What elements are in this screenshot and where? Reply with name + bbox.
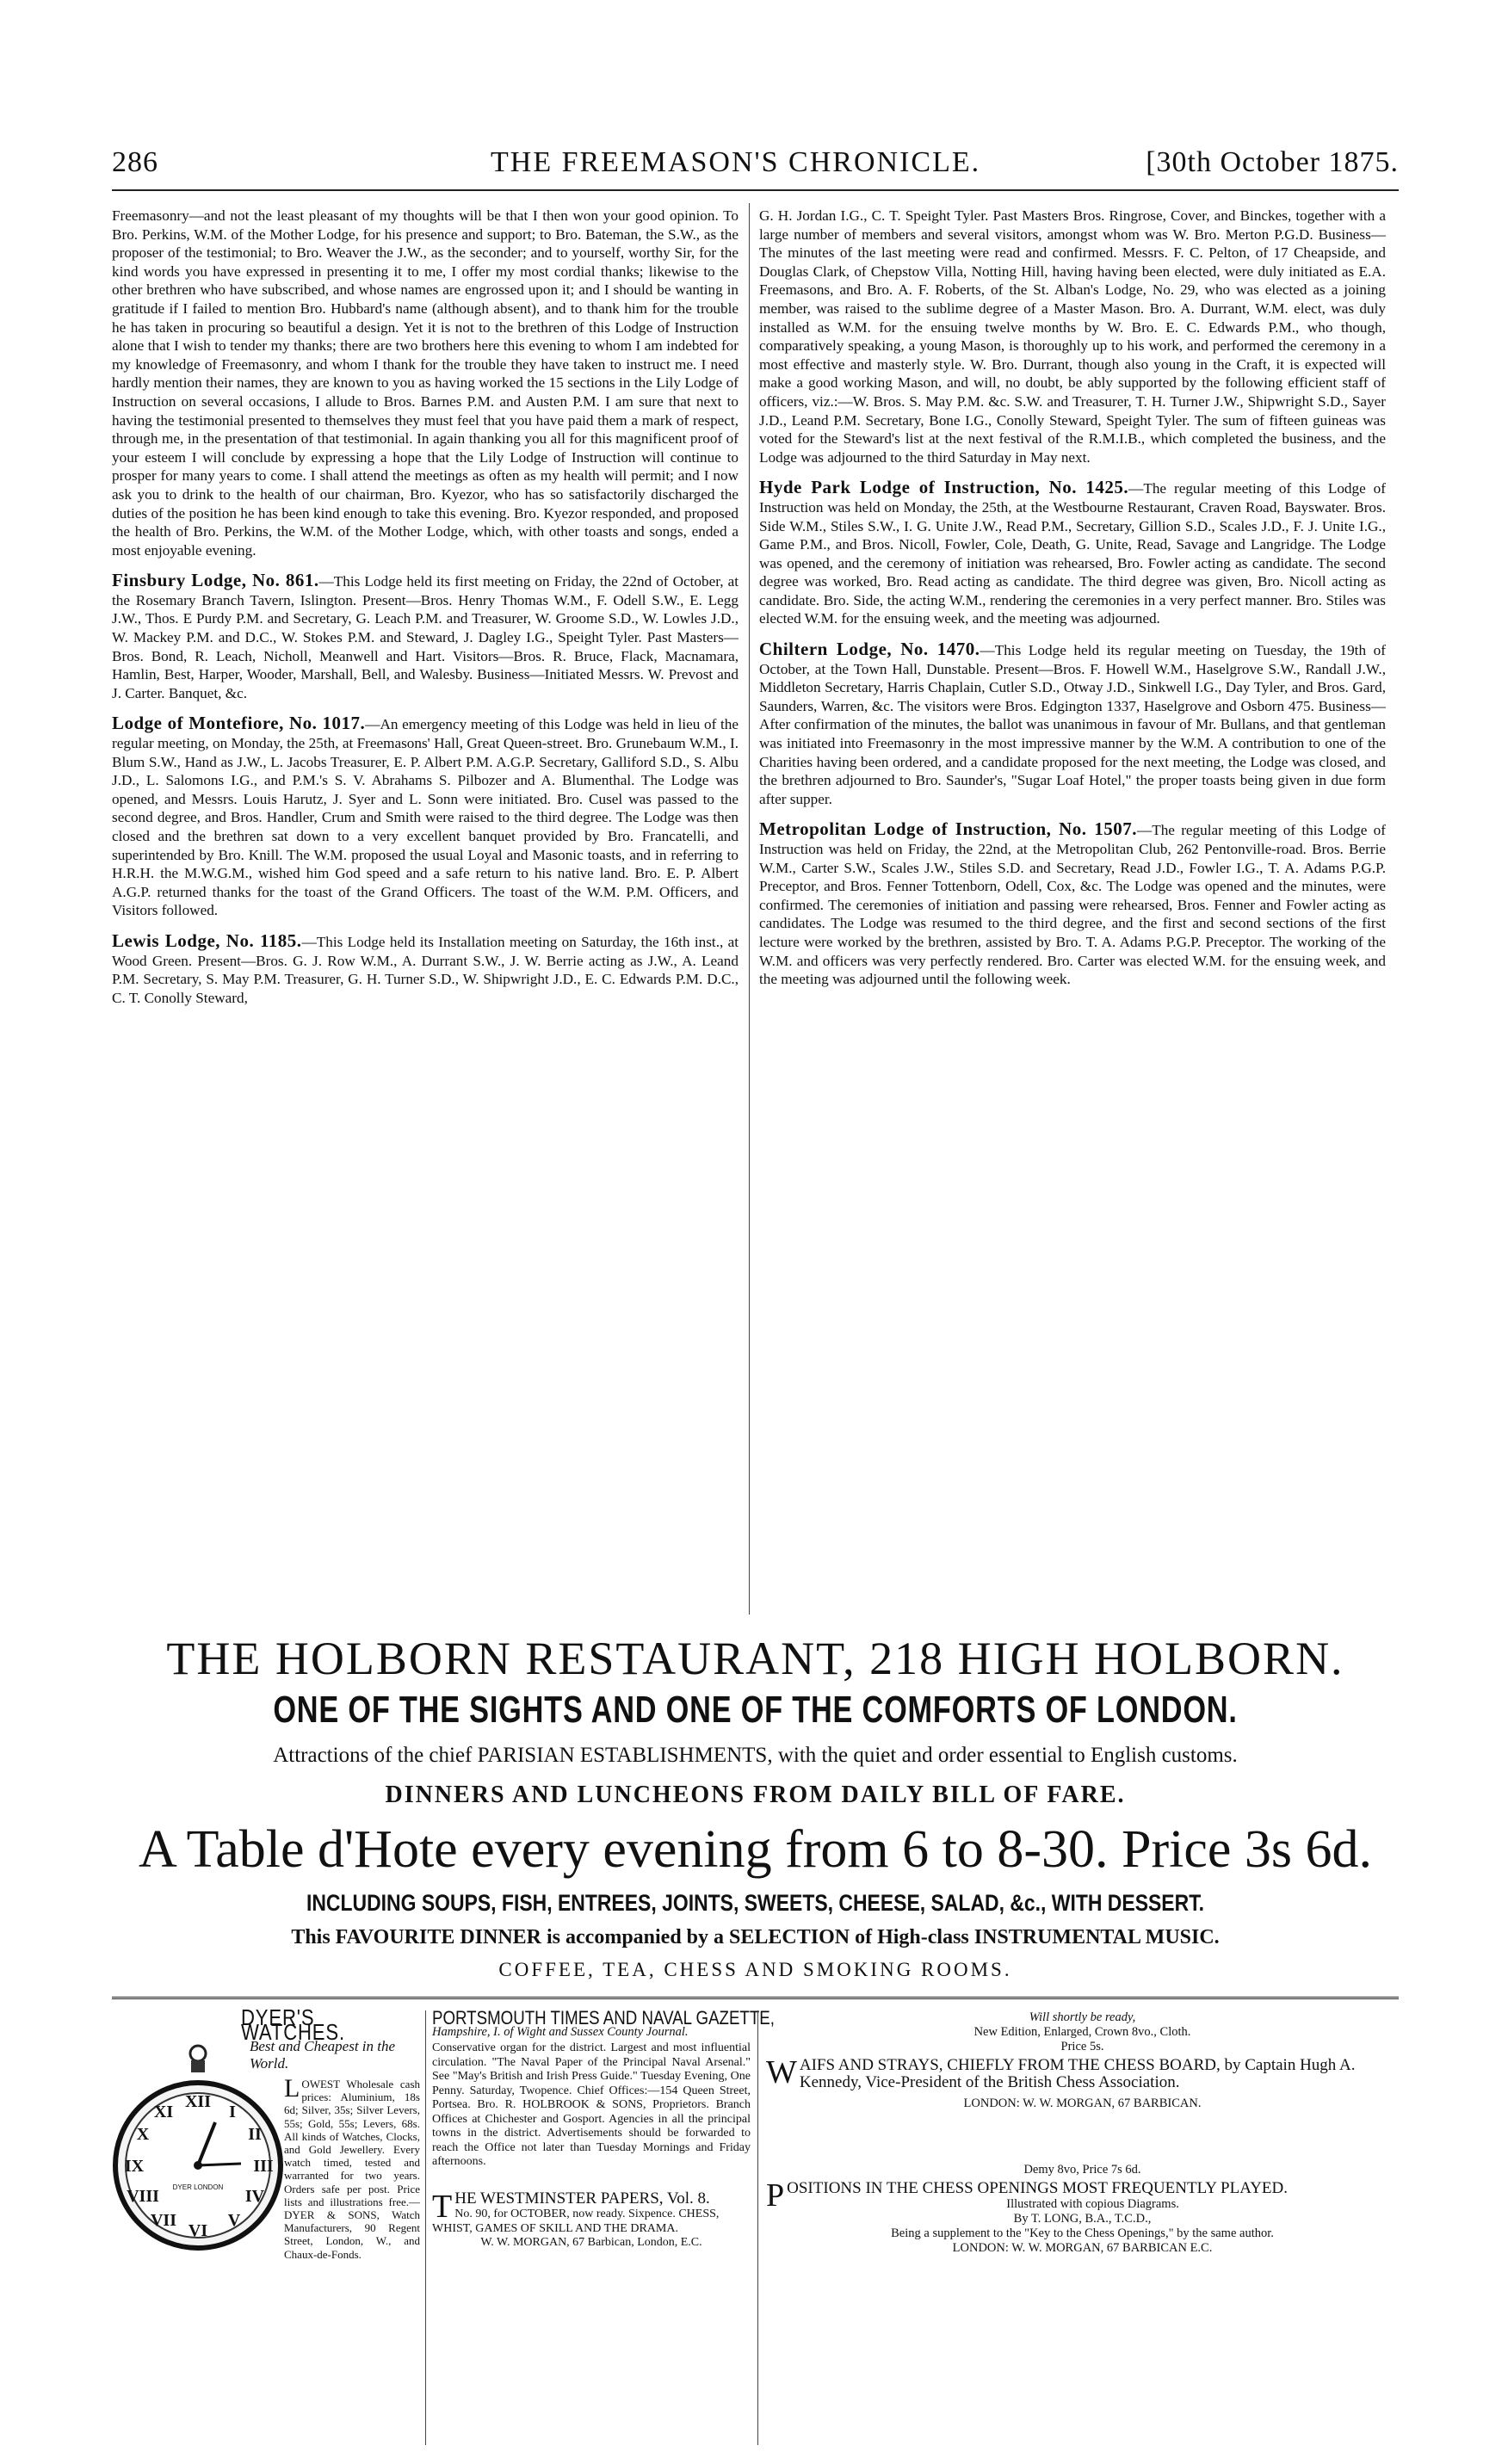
svg-text:II: II <box>248 2125 262 2144</box>
holborn-ad-title: THE HOLBORN RESTAURANT, 218 HIGH HOLBORN. <box>166 1633 1344 1684</box>
report-heading: Finsbury Lodge, No. 861. <box>112 570 319 591</box>
positions-supplement: Being a supplement to the "Key to the Chess Openings," by the same author. <box>891 2226 1274 2240</box>
svg-text:X: X <box>136 2125 150 2144</box>
report-hyde-park-lodge <box>759 479 1386 628</box>
waifs-price: Price 5s. <box>1060 2040 1104 2053</box>
dyer-watches-ad <box>112 2004 420 2445</box>
holborn-ad-tagline: ONE OF THE SIGHTS AND ONE OF THE COMFORTS OF LONDON. <box>273 1689 1238 1731</box>
report-heading: Hyde Park Lodge of Instruction, No. 1425. <box>759 477 1129 498</box>
issue-date: [30th October 1875. <box>1146 146 1399 178</box>
newspaper-title: THE FREEMASON'S CHRONICLE. <box>491 146 981 178</box>
westminster-ad-title: HE WESTMINSTER PAPERS, Vol. 8. <box>454 2189 710 2208</box>
report-metropolitan-lodge <box>759 820 1386 988</box>
svg-text:XI: XI <box>153 2103 174 2121</box>
dyer-ad-body: LOWEST Wholesale cash prices: Aluminium, 18s 6d; Silver, 35s; Silver Levers, 55s; Gold, 55s; Levers, 68s. All kinds of Watches, Clocks, and Gold Jewellery. Every watch timed, tested and warranted for two years. Orders safe per post. Price lists and illustrations free.—DYER & SONS, Watch Manufacturers, 90 Regent Street, London, W., and Chaux-de-Fonds. <box>284 2074 420 2261</box>
dyer-ad-subtitle: Best and Cheapest in the World. <box>250 2038 396 2072</box>
svg-text:I: I <box>229 2103 236 2121</box>
drop-cap: P <box>766 2177 785 2214</box>
holborn-ad-including: INCLUDING SOUPS, FISH, ENTREES, JOINTS, SWEETS, CHEESE, SALAD, &c., WITH DESSERT. <box>306 1890 1205 1916</box>
report-text: —This Lodge held its first meeting on Friday, the 22nd of October, at the Rosemary Branch Tavern, Islington. Present—Bros. Henry Thomas W.M., F. Odell S.W., E. Legg J.W., Thos. E Purdy P.M. and Secretary, G. Leach P.M. and Treasurer, W. Groome S.D., W. Lowles J.D., W. Mackey P.M. and D.C., W. Stokes P.M. and Steward, J. Dagley I.G., Speight Tyler. Past Masters—Bros. Bond, R. Leach, Nicholl, Meanwell and Hart. Visitors—Bros. R. Bruce, Flack, Macnamara, Hamlin, Best, Harper, Wooder, Marshall, Bell, and Walesby. Business—Initiated Messrs. W. Prevost and J. Carter. Banquet, &c. <box>112 573 739 701</box>
chess-books-ads <box>766 2010 1399 2256</box>
svg-text:VI: VI <box>188 2221 208 2240</box>
positions-address: LONDON: W. W. MORGAN, 67 BARBICAN E.C. <box>952 2240 1213 2255</box>
westminster-papers-ad <box>432 2188 751 2251</box>
svg-text:XII: XII <box>184 2092 212 2111</box>
holborn-ad-attractions: Attractions of the chief PARISIAN ESTABLISHMENTS, with the quiet and order essential to English customs. <box>273 1744 1238 1767</box>
waifs-edition: New Edition, Enlarged, Crown 8vo., Cloth. <box>973 2025 1191 2039</box>
svg-text:III: III <box>253 2157 274 2176</box>
positions-illustrated: Illustrated with copious Diagrams. <box>1006 2196 1179 2211</box>
report-text: —The regular meeting of this Lodge of Instruction was held on Friday, the 22nd, at the Metropolitan Club, 262 Pentonville-road. Bros. Berrie W.M., Carter S.W., Scales J.W., Stiles S.D. and Secretary, Read J.D., Fowler I.G., T. A. Adams P.G.P. Preceptor, and Bros. Fenner Tottenborn, Odell, Cox, &c. The Lodge was opened and the minutes, were confirmed. The ceremonies of initiation and passing were rehearsed, Bros. Fenner and Fowler acting as candidates. The Lodge was resumed to the third degree, and the first and second sections of the first lecture were worked by the brethren, assisted by Bro. T. A. Adams P.G.P. Preceptor. The working of the W.M. and officers was very perfectly rendered. Bro. Carter was elected W.M. for the ensuing week, and the meeting was adjourned until the following week. <box>759 822 1386 988</box>
drop-cap: W <box>766 2054 797 2090</box>
waifs-title: AIFS AND STRAYS, CHIEFLY FROM THE CHESS BOARD, by Captain Hugh A. Kennedy, Vice-President of the British Chess Association. <box>799 2056 1356 2091</box>
newspaper-page <box>112 0 1399 2464</box>
ad-divider <box>757 2010 758 2445</box>
page-header <box>112 146 1399 188</box>
waifs-notice: Will shortly be ready, <box>1029 2010 1136 2024</box>
positions-ad <box>766 2163 1399 2256</box>
report-heading: Lodge of Montefiore, No. 1017. <box>112 713 366 734</box>
opening-paragraph: Freemasonry—and not the least pleasant of my thoughts will be that I then won your good opinion. To Bro. Perkins, W.M. of the Mother Lodge, for his presence and support; to Bro. Bateman, the S.W., as the proposer of the testimonial; to Bro. Weaver the J.W., as the seconder; and to yourself, worthy Sir, for the kind words you have expressed in presenting it to me, I offer my most cordial thanks; likewise to the other brethren who have subscribed, and whose names are engrossed upon it; and I should be wanting in gratitude if I failed to mention Bro. Hubbard's name (although absent), and to thank him for the trouble he has taken in procuring so beautiful a design. Yet it is not to the brethren of this Lodge of Instruction alone that I wish to tender my thanks; there are two brothers here this evening to whom I am indebted for my knowledge of Freemasonry, and whom I thank for the trouble they have taken to instruct me. I need hardly mention their names, they are known to you as having worked the 15 sections in the Lily Lodge of Instruction on several occasions, I allude to Bros. Barnes P.M. and Austen P.M. I am sure that next to having the testimonial presented to themselves they must feel that you have paid them a mark of respect, through me, in the presentation of that testimonial. In again thanking you all for this magnificent proof of your esteem I will conclude by expressing a hope that the Lily Lodge of Instruction will continue to prosper for many years to come. I shall attend the meetings as often as my health will permit; and I now ask you to drink to the health of our chairman, Bro. Kyezor, who has so satisfactorily discharged the duties of the position he has been kind enough to take this evening. Bro. Kyezor responded, and proposed the health of Bro. Perkins, the W.M. of the Mother Lodge, which, with other toasts and songs, ended a most enjoyable evening. <box>112 207 739 559</box>
westminster-ad-body: No. 90, for OCTOBER, now ready. Sixpence. CHESS, WHIST, GAMES OF SKILL AND THE DRAMA. <box>432 2208 720 2235</box>
ads-rule <box>112 1997 1399 1999</box>
dyer-ad-title: DYER'S WATCHES. <box>241 2004 345 2045</box>
header-rule <box>112 189 1399 191</box>
waifs-title-block <box>766 2054 1399 2091</box>
svg-text:IV: IV <box>244 2187 265 2206</box>
holborn-ad-music: This FAVOURITE DINNER is accompanied by a SELECTION of High-class INSTRUMENTAL MUSIC. <box>291 1926 1220 1948</box>
westminster-ad-address: W. W. MORGAN, 67 Barbican, London, E.C. <box>480 2236 702 2249</box>
report-text: —This Lodge held its regular meeting on Tuesday, the 19th of October, at the Town Hall, Dunstable. Present—Bros. F. Howell W.M., Haselgrove S.W., Randall J.W., Middleton Secretary, Harris Chaplain, Cutler S.D., Otway J.D., Sinkwell I.G., Day Tyler, and Bros. Gard, Saunders, Warren, &c. The visitors were Bros. Edgington 1337, Haselgrove and Osborn 475. Business—After confirmation of the minutes, the ballot was unanimous in favour of Mr. Bullans, and that gentleman was initiated into Freemasonry in the most impressive manner by the W.M. A contribution to one of the Charities having been ordered, and a candidate proposed for the next meeting, the Lodge was closed, and the brethren adjourned to Bro. Saunder's, "Sugar Loaf Hotel," the proper toasts being given in due form after supper. <box>759 642 1386 807</box>
drop-cap: L <box>284 2074 300 2103</box>
portsmouth-times-ad <box>432 2007 775 2445</box>
svg-text:IX: IX <box>124 2157 145 2176</box>
report-text: —An emergency meeting of this Lodge was held in lieu of the regular meeting, on Monday, the 25th, at Freemasons' Hall, Great Queen-street. Bro. Grunebaum W.M., I. Blum S.W., Hand as J.W., L. Jacobs Treasurer, E. P. Albert P.M. A.G.P. Secretary, Galliford S.D., S. Albu J.D., L. Salomons I.G., and P.M.'s S. V. Abrahams S. Pilbozer and A. Blumenthal. The Lodge was opened, and Messrs. Louis Harutz, J. Syer and L. Sonn were initiated. Bro. Cusel was passed to the second degree, and Bros. Handler, Crum and Smith were raised to the third degree. The Lodge was then closed and the brethren sat down to a very excellent banquet provided by Bro. Francatelli, and superintended by Bro. Knill. The W.M. proposed the usual Loyal and Masonic toasts, and in referring to H.R.H. the M.W.G.M., wished him God speed and a safe return to his native land. Bro. E. P. Albert A.G.P. returned thanks for the toast of the Grand Officers. The toast of the W.M. P.M. Officers, and Visitors followed. <box>112 716 739 919</box>
portsmouth-ad-subtitle: Hampshire, I. of Wight and Sussex County Journal. <box>432 2025 689 2039</box>
portsmouth-ad-body: Conservative organ for the district. Largest and most influential circulation. "The Naval Paper of the Principal Naval Arsenal." See "May's British and Irish Press Guide." Tuesday Evening, One Penny. Saturday, Twopence. Chief Offices:—154 Queen Street, Portsea. Bro. R. HOLBROOK & SONS, Proprietors. Branch Offices at Chichester and Gosport. Agencies in all the principal towns in the district. Advertisements should be forwarded to reach the Office not later than Tuesday Mornings and Friday afternoons. <box>432 2041 751 2168</box>
ad-divider <box>425 2010 426 2445</box>
column-divider <box>749 203 750 1615</box>
svg-text:VIII: VIII <box>127 2187 159 2206</box>
holborn-ad-table-dhote: A Table d'Hote every evening from 6 to 8-30. Price 3s 6d. <box>138 1820 1373 1879</box>
right-column <box>759 207 1386 1001</box>
holborn-ad-dinners: DINNERS AND LUNCHEONS FROM DAILY BILL OF FARE. <box>385 1782 1126 1808</box>
report-heading: Metropolitan Lodge of Instruction, No. 1507. <box>759 818 1138 840</box>
waifs-address: LONDON: W. W. MORGAN, 67 BARBICAN. <box>963 2096 1202 2110</box>
portsmouth-ad-title: PORTSMOUTH TIMES AND NAVAL GAZETTE, <box>432 2007 775 2029</box>
drop-cap: T <box>432 2188 453 2225</box>
report-lewis-lodge <box>112 929 739 1007</box>
continued-paragraph: G. H. Jordan I.G., C. T. Speight Tyler. Past Masters Bros. Ringrose, Cover, and Binckes, together with a large number of members and several visitors, amongst whom was W. Bro. Merton P.G.D. Business—The minutes of the last meeting were read and confirmed. Messrs. F. C. Pelton, of 17 Cheapside, and Douglas Clark, of Chepstow Villa, Notting Hill, having having been elected, were duly initiated as E.A. Freemasons, and Bro. A. F. Roberts, of the St. Alban's Lodge, No. 29, who was elected as a joining member, was raised to the sublime degree of a Master Mason. Bro. A. Durrant, W.M. elect, was duly installed as W.M. for the ensuing twelve months by W. Bro. E. C. Edwards P.M., who though, comparatively speaking, a young Mason, is thoroughly up to his work, and performed the ceremony in a most effective and masterly style. W. Bro. Durrant, though also young in the Craft, it is expected will make a good working Mason, and will, no doubt, be ably supported by the following efficient staff of officers, viz.:—W. Bros. S. May P.M. &c. S.W. and Treasurer, T. H. Turner J.W., Shipwright S.D., Sayer J.D., Leand P.M. Secretary, Bone I.G., Conolly Steward, Speight Tyler. The sum of fifteen guineas was voted for the Steward's list at the next festival of the R.M.I.B., which completed the business, and the Lodge was adjourned to the third Saturday in May next. <box>759 207 1386 466</box>
left-column <box>112 207 739 1019</box>
holborn-ad-rooms: COFFEE, TEA, CHESS AND SMOKING ROOMS. <box>498 1959 1012 1980</box>
report-heading: Lewis Lodge, No. 1185. <box>112 929 302 951</box>
svg-text:VII: VII <box>150 2211 177 2230</box>
dial-label: DYER LONDON <box>172 2183 224 2191</box>
pocket-watch-icon <box>112 2036 284 2294</box>
report-chiltern-lodge <box>759 640 1386 808</box>
report-text: —This Lodge held its Installation meeting on Saturday, the 16th inst., at Wood Green. Present—Bros. G. J. Row W.M., A. Durrant S.W., J. W. Berrie acting as J.W., A. Leand P.M. Secretary, S. May P.M. Treasurer, G. H. Turner S.D., W. Shipwright J.D., E. C. Edwards P.M. D.C., C. T. Conolly Steward, <box>112 933 739 1006</box>
positions-edition: Demy 8vo, Price 7s 6d. <box>1023 2162 1141 2177</box>
svg-text:V: V <box>227 2211 241 2230</box>
page-number: 286 <box>112 146 158 178</box>
report-text: —The regular meeting of this Lodge of Instruction was held on Monday, the 25th, at the Westbourne Restaurant, Craven Road, Bayswater. Bros. Side W.M., Stiles S.W., I. G. Unite J.W., Read P.M., Secretary, Gillion S.D., Scales J.D., F. J. Unite I.G., Game P.M., and Bros. Nicoll, Fowler, Cole, Death, G. Unite, Read, Savage and Langridge. The Lodge was opened, and the ceremony of initiation was rehearsed, Bro. Fowler acting as candidate. The second degree was worked, Bro. Read acting as candidate. The third degree was given, Bro. Nicoll acting as candidate. Bro. Side, the acting W.M., rendering the ceremonies in a very perfect manner. Bro. Stiles was elected W.M. for the ensuing week, and the meeting was adjourned. <box>759 480 1386 627</box>
positions-author: By T. LONG, B.A., T.C.D., <box>1013 2211 1152 2226</box>
report-finsbury-lodge <box>112 571 739 702</box>
report-heading: Chiltern Lodge, No. 1470. <box>759 639 980 660</box>
report-montefiore-lodge <box>112 714 739 920</box>
positions-title: OSITIONS IN THE CHESS OPENINGS MOST FREQUENTLY PLAYED. <box>787 2178 1289 2197</box>
